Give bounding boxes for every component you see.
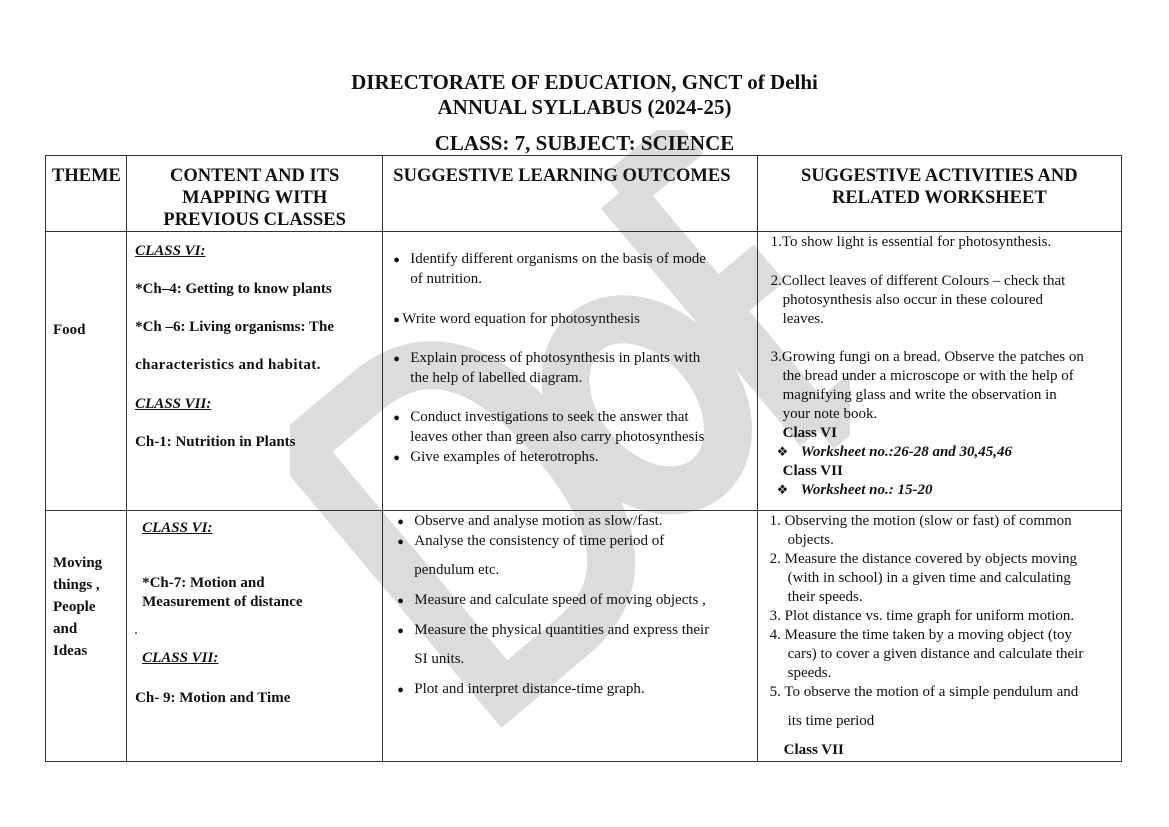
- diamond-bullet-icon: ❖: [776, 444, 789, 459]
- theme-label: Food: [53, 322, 86, 338]
- chapter-item: *Ch–4: Getting to know plants: [135, 281, 332, 297]
- theme-label: Moving: [53, 555, 103, 571]
- activity-item: 3.Growing fungi on a bread. Observe the patches on: [770, 349, 1084, 365]
- class-vii-label: Class VII: [782, 463, 843, 479]
- chapter-item: Ch- 9: Motion and Time: [135, 690, 291, 706]
- outcome-item: Conduct investigations to seek the answer that: [410, 409, 689, 425]
- outcomes-cell: ● Observe and analyse motion as slow/fast. ● Analyse the consistency of time period of pendulum etc. ● Measure and calculate speed of moving objects , ● Measure the physical quantities and express their SI units. ● Plot and interpret distance-time graph.: [383, 511, 757, 762]
- class-vi-label: Class VI: [782, 425, 837, 441]
- activity-item: 1. Observing the motion (slow or fast) of common: [769, 513, 1072, 529]
- outcome-item: Write word equation for photosynthesis: [402, 311, 640, 327]
- diamond-bullet-icon: ❖: [776, 482, 789, 497]
- activity-item: 1.To show light is essential for photosynthesis.: [770, 234, 1052, 250]
- outcome-item: SI units.: [414, 651, 465, 667]
- activities-cell: [757, 232, 1121, 511]
- theme-label: and: [53, 621, 78, 637]
- outcome-item: leaves other than green also carry photosynthesis: [410, 429, 705, 445]
- chapter-item: Ch-1: Nutrition in Plants: [135, 434, 296, 450]
- activity-item: speeds.: [787, 665, 832, 681]
- class-subject-title: CLASS: 7, SUBJECT: SCIENCE: [434, 131, 735, 155]
- activity-item: 4. Measure the time taken by a moving object (toy: [769, 627, 1073, 643]
- activities-cell: [757, 511, 1121, 762]
- content-header: CONTENT AND ITS MAPPING WITH PREVIOUS CLASSES: [127, 156, 383, 232]
- outcome-item: Explain process of photosynthesis in plants with: [410, 350, 701, 366]
- class-vii-heading: CLASS VII:: [135, 396, 212, 412]
- activity-item: leaves.: [782, 311, 824, 327]
- activity-item: 3. Plot distance vs. time graph for uniform motion.: [769, 608, 1075, 624]
- theme-cell: [46, 232, 127, 511]
- theme-label: things ,: [53, 577, 100, 593]
- outcome-item: Analyse the consistency of time period of: [414, 533, 665, 549]
- table-row: [46, 232, 1122, 511]
- activity-item: cars) to cover a given distance and calculate their: [787, 646, 1084, 662]
- outcome-item: Give examples of heterotrophs.: [410, 449, 599, 465]
- separator-dot: .: [134, 622, 138, 638]
- chapter-item: *Ch-7: Motion and: [142, 575, 265, 591]
- activity-item: their speeds.: [787, 589, 863, 605]
- activity-item: 2. Measure the distance covered by objects moving: [769, 551, 1078, 567]
- class-vi-heading: CLASS VI:: [142, 520, 213, 536]
- content-cell: [127, 232, 383, 511]
- chapter-item: *Ch –6: Living organisms: The: [135, 319, 334, 335]
- activities-header: SUGGESTIVE ACTIVITIES AND RELATED WORKSHEET: [757, 156, 1121, 232]
- syllabus-table: [45, 155, 1122, 762]
- table-row: [46, 511, 1122, 762]
- theme-header: THEME: [46, 156, 127, 232]
- outcome-item: pendulum etc.: [414, 562, 500, 578]
- class-vi-heading: CLASS VI:: [135, 243, 206, 259]
- table-header-row: [46, 156, 1122, 232]
- activity-item: (with in school) in a given time and calculating: [787, 570, 1071, 586]
- outcome-item: the help of labelled diagram.: [410, 370, 583, 386]
- outcomes-header: SUGGESTIVE LEARNING OUTCOMES: [383, 156, 757, 232]
- outcome-item: Measure and calculate speed of moving objects ,: [414, 592, 706, 608]
- activity-item: 2.Collect leaves of different Colours – check that: [770, 273, 1066, 289]
- outcomes-cell: ● Identify different organisms on the basis of mode of nutrition. ● Write word equation for photosynthesis ● Explain process of photosynthesis in plants with the help of labelled diagram. ● Conduct investigations to seek the answer that leaves other than green also carry photosynthesis ● Give examples of heterotrophs.: [383, 232, 757, 511]
- chapter-item: characteristics and habitat.: [135, 357, 321, 373]
- theme-cell: [46, 511, 127, 762]
- class-vii-heading: CLASS VII:: [142, 650, 219, 666]
- theme-label: People: [53, 599, 96, 615]
- chapter-item: Measurement of distance: [142, 594, 303, 610]
- activity-item: magnifying glass and write the observation in: [782, 387, 1057, 403]
- activity-item: 5. To observe the motion of a simple pendulum and: [769, 684, 1079, 700]
- activity-item: its time period: [787, 713, 875, 729]
- outcome-item: Measure the physical quantities and express their: [414, 622, 710, 638]
- content-cell: [127, 511, 383, 762]
- worksheet-item: Worksheet no.:26-28 and 30,45,46: [800, 444, 1013, 460]
- class-vii-label: Class VII: [783, 742, 844, 758]
- outcome-item: of nutrition.: [410, 271, 482, 287]
- outcome-item: Observe and analyse motion as slow/fast.: [414, 513, 663, 529]
- activity-item: the bread under a microscope or with the help of: [782, 368, 1074, 384]
- activity-item: your note book.: [782, 406, 878, 422]
- worksheet-item: Worksheet no.: 15-20: [800, 482, 933, 498]
- outcome-item: Plot and interpret distance-time graph.: [414, 681, 645, 697]
- activity-item: photosynthesis also occur in these coloured: [782, 292, 1044, 308]
- syllabus-title: ANNUAL SYLLABUS (2024-25): [437, 95, 732, 119]
- outcome-item: Identify different organisms on the basis of mode: [410, 251, 706, 267]
- activity-item: objects.: [787, 532, 834, 548]
- theme-label: Ideas: [53, 643, 88, 659]
- directorate-title: DIRECTORATE OF EDUCATION, GNCT of Delhi: [351, 70, 818, 94]
